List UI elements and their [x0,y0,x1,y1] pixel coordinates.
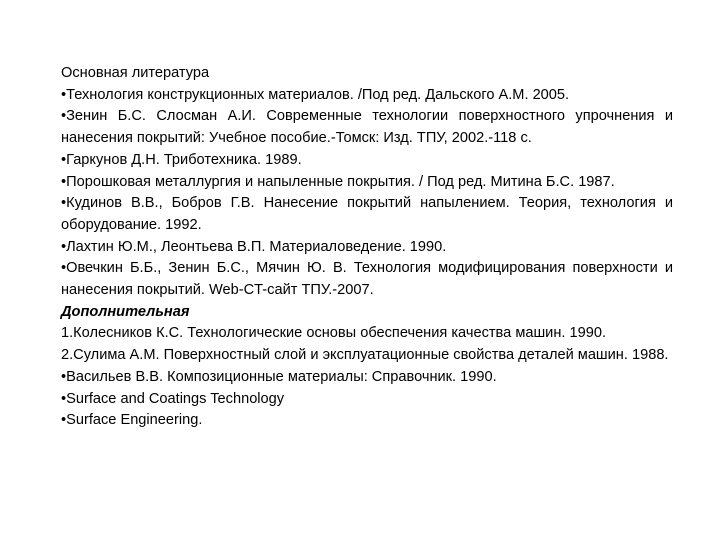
main-reference-item: •Овечкин Б.Б., Зенин Б.С., Мячин Ю. В. Технология модифицирования поверхности и нанесения покрытий. Web-CT-сайт ТПУ.-2007. [61,260,673,299]
main-reference-item: •Технология конструкционных материалов. /Под ред. Дальского А.М. 2005. [61,86,570,103]
additional-reference-item: •Surface and Coatings Technology [61,390,285,407]
main-reference-item: •Гаркунов Д.Н. Триботехника. 1989. [61,151,302,168]
main-reference-item: •Лахтин Ю.М., Леонтьева В.П. Материаловедение. 1990. [61,238,447,255]
main-literature-heading: Основная литература [61,65,210,81]
additional-literature-heading: Дополнительная [61,303,190,320]
additional-reference-item: 2.Сулима А.М. Поверхностный слой и эксплуатационные свойства деталей машин. 1988. [61,347,669,364]
additional-reference-item: 1.Колесников К.С. Технологические основы обеспечения качества машин. 1990. [61,325,607,342]
main-reference-item: •Кудинов В.В., Бобров Г.В. Нанесение покрытий напылением. Теория, технология и оборудование. 1992. [61,195,673,233]
main-reference-item: •Зенин Б.С. Слосман А.И. Современные технологии поверхностного упрочнения и нанесения покрытий: Учебное пособие.-Томск: Изд. ТПУ, 2002.-118 с. [61,108,673,147]
reference-list [61,63,673,432]
main-reference-item: •Порошковая металлургия и напыленные покрытия. / Под ред. Митина Б.С. 1987. [61,173,615,190]
additional-reference-item: •Surface Engineering. [61,412,203,429]
additional-reference-item: •Васильев В.В. Композиционные материалы: Справочник. 1990. [61,368,497,385]
